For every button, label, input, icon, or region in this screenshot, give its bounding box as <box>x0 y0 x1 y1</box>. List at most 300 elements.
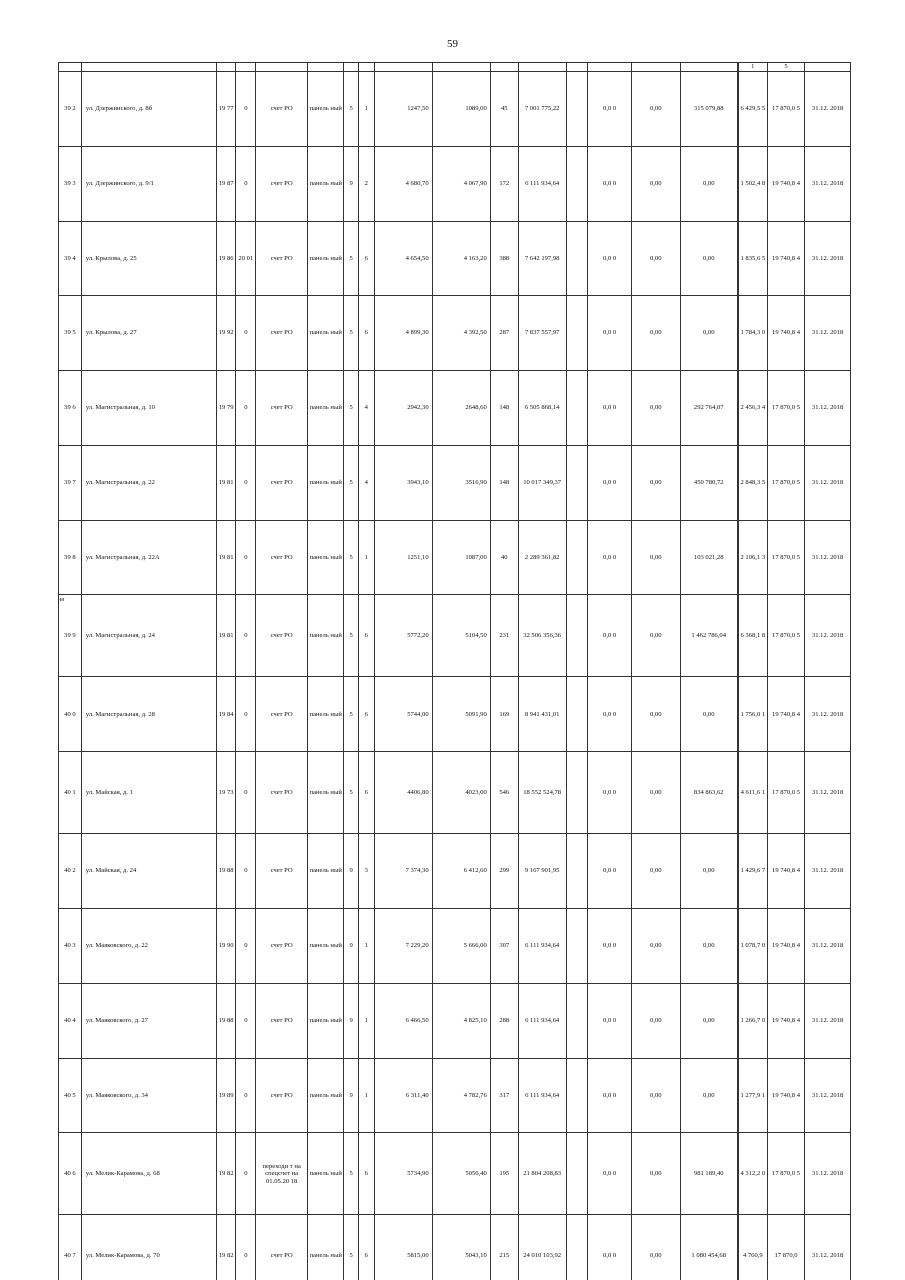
total-area-cell: 4 680,70 <box>374 146 432 221</box>
limit-cost-cell: 17 870,0 5 <box>767 520 804 595</box>
floors-cell: 5 <box>344 445 359 520</box>
entrances-cell: 6 <box>358 677 374 752</box>
living-area-cell: 4 825,10 <box>432 983 490 1058</box>
limit-cost-cell: 17 870,0 5 <box>767 72 804 147</box>
spacer-cell <box>566 520 588 595</box>
floors-cell: 5 <box>344 1133 359 1215</box>
header-cell <box>374 63 432 72</box>
repair-year-cell: 0 <box>236 371 256 446</box>
spacer-cell <box>566 445 588 520</box>
completion-date-cell: 31.12. 2018 <box>805 371 851 446</box>
limit-cost-cell: 19 740,8 4 <box>767 909 804 984</box>
table-row <box>59 1133 851 1215</box>
residents-cell: 288 <box>490 983 518 1058</box>
header-cell <box>631 63 680 72</box>
address-cell: ул. Магистральная, д. 28 <box>81 677 216 752</box>
repair-year-cell: 0 <box>236 677 256 752</box>
spacer-cell <box>566 72 588 147</box>
own-funds-cell: 834 863,62 <box>680 752 737 834</box>
total-cost-cell: 9 167 901,95 <box>518 834 566 909</box>
entrances-cell: 6 <box>358 595 374 677</box>
budget-cell: 0,00 <box>631 677 680 752</box>
total-area-cell: 1251,10 <box>374 520 432 595</box>
own-funds-cell: 981 189,40 <box>680 1133 737 1215</box>
subsidy-fund-cell: 0,0 0 <box>588 72 632 147</box>
header-cell: 1 <box>738 63 767 72</box>
budget-cell: 0,00 <box>631 752 680 834</box>
header-cell <box>518 63 566 72</box>
residents-cell: 45 <box>490 72 518 147</box>
own-funds-cell: 315 079,88 <box>680 72 737 147</box>
address-cell: ул. Мелик-Карамова, д. 68 <box>81 1133 216 1215</box>
floors-cell: 9 <box>344 1058 359 1133</box>
build-year-cell: 19 88 <box>216 983 236 1058</box>
header-cell <box>805 63 851 72</box>
unit-cost-cell: 1 756,0 1 <box>738 677 767 752</box>
total-cost-cell: 6 111 934,64 <box>518 909 566 984</box>
fund-method-cell: счет РО <box>256 296 308 371</box>
own-funds-cell: 103 021,28 <box>680 520 737 595</box>
budget-cell: 0,00 <box>631 1215 680 1280</box>
build-year-cell: 19 73 <box>216 752 236 834</box>
header-cell: 5 <box>767 63 804 72</box>
living-area-cell: 1089,00 <box>432 72 490 147</box>
address-cell: ул. Магистральная, д. 22А <box>81 520 216 595</box>
residents-cell: 546 <box>490 752 518 834</box>
row-number-cell: 40 2 <box>59 834 82 909</box>
repair-year-cell: 20 01 <box>236 221 256 296</box>
total-area-cell: 7 374,30 <box>374 834 432 909</box>
subsidy-fund-cell: 0,0 0 <box>588 752 632 834</box>
budget-cell: 0,00 <box>631 1133 680 1215</box>
limit-cost-cell: 19 740,8 4 <box>767 834 804 909</box>
address-cell: ул. Магистральная, д. 10 <box>81 371 216 446</box>
unit-cost-cell: 2 848,3 5 <box>738 445 767 520</box>
entrances-cell: 2 <box>358 146 374 221</box>
repair-year-cell: 0 <box>236 752 256 834</box>
header-cell <box>256 63 308 72</box>
subsidy-fund-cell: 0,0 0 <box>588 146 632 221</box>
build-year-cell: 19 81 <box>216 595 236 677</box>
total-cost-cell: 10 017 349,37 <box>518 445 566 520</box>
total-area-cell: 2942,30 <box>374 371 432 446</box>
address-cell: ул. Магистральная, д. 24 <box>81 595 216 677</box>
own-funds-cell: 0,00 <box>680 909 737 984</box>
address-cell: ул. Майская, д. 1 <box>81 752 216 834</box>
budget-cell: 0,00 <box>631 909 680 984</box>
unit-cost-cell: 6 368,1 8 <box>738 595 767 677</box>
completion-date-cell: 31.12. 2018 <box>805 677 851 752</box>
repair-year-cell: 0 <box>236 1133 256 1215</box>
header-cell <box>358 63 374 72</box>
wall-material-cell: панель ный <box>308 752 344 834</box>
wall-material-cell: панель ный <box>308 371 344 446</box>
floors-cell: 5 <box>344 1215 359 1280</box>
table-row <box>59 752 851 834</box>
floors-cell: 5 <box>344 520 359 595</box>
limit-cost-cell: 17 870,0 5 <box>767 371 804 446</box>
row-number-cell: 39 9 <box>59 595 82 677</box>
subsidy-fund-cell: 0,0 0 <box>588 983 632 1058</box>
budget-cell: 0,00 <box>631 983 680 1058</box>
floors-cell: 5 <box>344 371 359 446</box>
subsidy-fund-cell: 0,0 0 <box>588 595 632 677</box>
address-cell: ул. Маяковского, д. 34 <box>81 1058 216 1133</box>
spacer-cell <box>566 1058 588 1133</box>
subsidy-fund-cell: 0,0 0 <box>588 834 632 909</box>
address-cell: ул. Дзержинского, д. 8б <box>81 72 216 147</box>
subsidy-fund-cell: 0,0 0 <box>588 1215 632 1280</box>
address-cell: ул. Маяковского, д. 27 <box>81 983 216 1058</box>
own-funds-cell: 0,00 <box>680 146 737 221</box>
budget-cell: 0,00 <box>631 520 680 595</box>
build-year-cell: 19 86 <box>216 221 236 296</box>
budget-cell: 0,00 <box>631 371 680 446</box>
header-cell <box>588 63 632 72</box>
wall-material-cell: панель ный <box>308 595 344 677</box>
total-cost-cell: 32 506 356,36 <box>518 595 566 677</box>
own-funds-cell: 1 462 786,04 <box>680 595 737 677</box>
living-area-cell: 5 666,00 <box>432 909 490 984</box>
residents-cell: 148 <box>490 371 518 446</box>
floors-cell: 5 <box>344 595 359 677</box>
build-year-cell: 19 84 <box>216 677 236 752</box>
unit-cost-cell: 1 835,6 5 <box>738 221 767 296</box>
table-row <box>59 1058 851 1133</box>
subsidy-fund-cell: 0,0 0 <box>588 445 632 520</box>
living-area-cell: 3516,90 <box>432 445 490 520</box>
total-area-cell: 6 466,50 <box>374 983 432 1058</box>
own-funds-cell: 0,00 <box>680 983 737 1058</box>
fund-method-cell: счет РО <box>256 146 308 221</box>
header-cell <box>490 63 518 72</box>
budget-cell: 0,00 <box>631 221 680 296</box>
table-row <box>59 371 851 446</box>
total-cost-cell: 2 289 361,82 <box>518 520 566 595</box>
total-cost-cell: 24 010 103,92 <box>518 1215 566 1280</box>
completion-date-cell: 31.12. 2018 <box>805 595 851 677</box>
subsidy-fund-cell: 0,0 0 <box>588 371 632 446</box>
page-number: 59 <box>447 38 458 50</box>
table-row <box>59 520 851 595</box>
header-cell <box>680 63 737 72</box>
subsidy-fund-cell: 0,0 0 <box>588 520 632 595</box>
limit-cost-cell: 19 740,8 4 <box>767 983 804 1058</box>
header-cell <box>81 63 216 72</box>
unit-cost-cell: 6 429,5 5 <box>738 72 767 147</box>
own-funds-cell: 450 780,72 <box>680 445 737 520</box>
wall-material-cell: панель ный <box>308 72 344 147</box>
living-area-cell: 4 067,90 <box>432 146 490 221</box>
total-cost-cell: 7 642 197,98 <box>518 221 566 296</box>
fund-method-cell: счет РО <box>256 752 308 834</box>
table-row <box>59 1215 851 1280</box>
wall-material-cell: панель ный <box>308 445 344 520</box>
address-cell: ул. Крылова, д. 27 <box>81 296 216 371</box>
header-cell <box>59 63 82 72</box>
unit-cost-cell: 1 277,9 1 <box>738 1058 767 1133</box>
unit-cost-cell: 1 502,4 8 <box>738 146 767 221</box>
row-number-cell: 39 6 <box>59 371 82 446</box>
residents-cell: 40 <box>490 520 518 595</box>
fund-method-cell: счет РО <box>256 371 308 446</box>
entrances-cell: 1 <box>358 983 374 1058</box>
wall-material-cell: панель ный <box>308 520 344 595</box>
address-cell: ул. Майская, д. 24 <box>81 834 216 909</box>
own-funds-cell: 292 764,07 <box>680 371 737 446</box>
residents-cell: 172 <box>490 146 518 221</box>
repair-year-cell: 0 <box>236 445 256 520</box>
repair-year-cell: 0 <box>236 72 256 147</box>
repair-year-cell: 0 <box>236 296 256 371</box>
completion-date-cell: 31.12. 2018 <box>805 72 851 147</box>
address-cell: ул. Маяковского, д. 22 <box>81 909 216 984</box>
spacer-cell <box>566 834 588 909</box>
budget-cell: 0,00 <box>631 445 680 520</box>
own-funds-cell: 0,00 <box>680 677 737 752</box>
residents-cell: 317 <box>490 1058 518 1133</box>
entrances-cell: 3 <box>358 834 374 909</box>
repair-year-cell: 0 <box>236 520 256 595</box>
fund-method-cell: счет РО <box>256 1058 308 1133</box>
entrances-cell: 4 <box>358 371 374 446</box>
residents-cell: 148 <box>490 445 518 520</box>
floors-cell: 5 <box>344 72 359 147</box>
build-year-cell: 19 81 <box>216 520 236 595</box>
completion-date-cell: 31.12. 2018 <box>805 1058 851 1133</box>
living-area-cell: 2648,60 <box>432 371 490 446</box>
spacer-cell <box>566 909 588 984</box>
living-area-cell: 4 163,20 <box>432 221 490 296</box>
spacer-cell <box>566 371 588 446</box>
limit-cost-cell: 17 870,0 5 <box>767 595 804 677</box>
subsidy-fund-cell: 0,0 0 <box>588 221 632 296</box>
total-area-cell: 5734,90 <box>374 1133 432 1215</box>
budget-cell: 0,00 <box>631 146 680 221</box>
row-number-cell: 39 5 <box>59 296 82 371</box>
build-year-cell: 19 79 <box>216 371 236 446</box>
total-cost-cell: 6 111 934,64 <box>518 1058 566 1133</box>
limit-cost-cell: 17 870,0 5 <box>767 1133 804 1215</box>
entrances-cell: 6 <box>358 752 374 834</box>
unit-cost-cell: 1 266,7 0 <box>738 983 767 1058</box>
limit-cost-cell: 19 740,8 4 <box>767 1058 804 1133</box>
entrances-cell: 1 <box>358 72 374 147</box>
entrances-cell: 6 <box>358 221 374 296</box>
header-cell <box>216 63 236 72</box>
unit-cost-cell: 4 312,2 0 <box>738 1133 767 1215</box>
residents-cell: 169 <box>490 677 518 752</box>
unit-cost-cell: 2 456,3 4 <box>738 371 767 446</box>
completion-date-cell: 31.12. 2018 <box>805 296 851 371</box>
completion-date-cell: 31.12. 2018 <box>805 752 851 834</box>
subsidy-fund-cell: 0,0 0 <box>588 909 632 984</box>
address-cell: ул. Крылова, д. 25 <box>81 221 216 296</box>
limit-cost-cell: 19 740,8 4 <box>767 296 804 371</box>
living-area-cell: 5043,10 <box>432 1215 490 1280</box>
own-funds-cell: 0,00 <box>680 221 737 296</box>
table-row <box>59 983 851 1058</box>
total-cost-cell: 18 552 524,78 <box>518 752 566 834</box>
living-area-cell: 4 782,76 <box>432 1058 490 1133</box>
limit-cost-cell: 17 870,0 <box>767 1215 804 1280</box>
living-area-cell: 5104,50 <box>432 595 490 677</box>
budget-cell: 0,00 <box>631 834 680 909</box>
unit-cost-cell: 2 106,1 3 <box>738 520 767 595</box>
floors-cell: 5 <box>344 752 359 834</box>
total-cost-cell: 6 505 868,14 <box>518 371 566 446</box>
entrances-cell: 4 <box>358 445 374 520</box>
row-number-cell: 40 5 <box>59 1058 82 1133</box>
floors-cell: 9 <box>344 146 359 221</box>
housing-register-table <box>58 62 851 1280</box>
budget-cell: 0,00 <box>631 595 680 677</box>
row-number-cell: 40 3 <box>59 909 82 984</box>
total-area-cell: 5744,00 <box>374 677 432 752</box>
fund-method-cell: счет РО <box>256 1215 308 1280</box>
unit-cost-cell: 1 078,7 0 <box>738 909 767 984</box>
living-area-cell: 5091,90 <box>432 677 490 752</box>
row-number-cell: 40 4 <box>59 983 82 1058</box>
subsidy-fund-cell: 0,0 0 <box>588 677 632 752</box>
completion-date-cell: 31.12. 2018 <box>805 520 851 595</box>
header-cell <box>432 63 490 72</box>
fund-method-cell: счет РО <box>256 221 308 296</box>
subsidy-fund-cell: 0,0 0 <box>588 1058 632 1133</box>
total-area-cell: 7 229,20 <box>374 909 432 984</box>
subsidy-fund-cell: 0,0 0 <box>588 1133 632 1215</box>
address-cell: ул. Мелик-Карамова, д. 70 <box>81 1215 216 1280</box>
wall-material-cell: панель ный <box>308 1058 344 1133</box>
spacer-cell <box>566 752 588 834</box>
wall-material-cell: панель ный <box>308 983 344 1058</box>
fund-method-cell: счет РО <box>256 445 308 520</box>
table-row <box>59 834 851 909</box>
row-number-cell: 39 3 <box>59 146 82 221</box>
header-row <box>59 63 851 72</box>
floors-cell: 5 <box>344 677 359 752</box>
total-area-cell: 4 899,30 <box>374 296 432 371</box>
wall-material-cell: панель ный <box>308 1215 344 1280</box>
row-number-cell: 39 8 <box>59 520 82 595</box>
living-area-cell: 4023,00 <box>432 752 490 834</box>
residents-cell: 388 <box>490 221 518 296</box>
build-year-cell: 19 87 <box>216 146 236 221</box>
repair-year-cell: 0 <box>236 983 256 1058</box>
repair-year-cell: 0 <box>236 1058 256 1133</box>
wall-material-cell: панель ный <box>308 1133 344 1215</box>
entrances-cell: 6 <box>358 1133 374 1215</box>
header-cell <box>344 63 359 72</box>
living-area-cell: 5056,40 <box>432 1133 490 1215</box>
fund-method-cell: переходи т на спецсчет на 01.05.20 18 <box>256 1133 308 1215</box>
residents-cell: 287 <box>490 296 518 371</box>
row-number-cell: 39 2 <box>59 72 82 147</box>
residents-cell: 307 <box>490 909 518 984</box>
limit-cost-cell: 17 870,0 5 <box>767 752 804 834</box>
row-number-cell: 40 6 <box>59 1133 82 1215</box>
entrances-cell: 1 <box>358 909 374 984</box>
entrances-cell: 6 <box>358 296 374 371</box>
total-area-cell: 3943,10 <box>374 445 432 520</box>
own-funds-cell: 0,00 <box>680 1058 737 1133</box>
build-year-cell: 19 82 <box>216 1133 236 1215</box>
unit-cost-cell: 4 611,6 1 <box>738 752 767 834</box>
table-row <box>59 909 851 984</box>
unit-cost-cell: 4 760,9 <box>738 1215 767 1280</box>
spacer-cell <box>566 296 588 371</box>
spacer-cell <box>566 146 588 221</box>
repair-year-cell: 0 <box>236 595 256 677</box>
build-year-cell: 19 81 <box>216 445 236 520</box>
completion-date-cell: 31.12. 2018 <box>805 445 851 520</box>
limit-cost-cell: 19 740,8 4 <box>767 146 804 221</box>
total-area-cell: 5772,20 <box>374 595 432 677</box>
spacer-cell <box>566 595 588 677</box>
wall-material-cell: панель ный <box>308 221 344 296</box>
completion-date-cell: 31.12. 2018 <box>805 1215 851 1280</box>
entrances-cell: 1 <box>358 1058 374 1133</box>
total-area-cell: 4 654,50 <box>374 221 432 296</box>
floors-cell: 9 <box>344 983 359 1058</box>
floors-cell: 9 <box>344 909 359 984</box>
build-year-cell: 19 88 <box>216 834 236 909</box>
spacer-cell <box>566 1133 588 1215</box>
limit-cost-cell: 19 740,8 4 <box>767 221 804 296</box>
build-year-cell: 19 82 <box>216 1215 236 1280</box>
wall-material-cell: панель ный <box>308 834 344 909</box>
build-year-cell: 19 89 <box>216 1058 236 1133</box>
row-number-cell: 39 7 <box>59 445 82 520</box>
row-number-cell: 40 1 <box>59 752 82 834</box>
budget-cell: 0,00 <box>631 1058 680 1133</box>
header-cell <box>566 63 588 72</box>
total-area-cell: 5815,00 <box>374 1215 432 1280</box>
wall-material-cell: панель ный <box>308 677 344 752</box>
living-area-cell: 4 392,50 <box>432 296 490 371</box>
header-cell <box>308 63 344 72</box>
unit-cost-cell: 1 784,3 0 <box>738 296 767 371</box>
address-cell: ул. Магистральная, д. 22 <box>81 445 216 520</box>
total-cost-cell: 7 837 557,97 <box>518 296 566 371</box>
wall-material-cell: панель ный <box>308 146 344 221</box>
total-cost-cell: 6 111 934,64 <box>518 983 566 1058</box>
completion-date-cell: 31.12. 2018 <box>805 983 851 1058</box>
table-row <box>59 296 851 371</box>
total-cost-cell: 21 804 208,83 <box>518 1133 566 1215</box>
fund-method-cell: счет РО <box>256 909 308 984</box>
subsidy-fund-cell: 0,0 0 <box>588 296 632 371</box>
fund-method-cell: счет РО <box>256 520 308 595</box>
table-row <box>59 72 851 147</box>
floors-cell: 5 <box>344 296 359 371</box>
total-cost-cell: 6 111 934,64 <box>518 146 566 221</box>
repair-year-cell: 0 <box>236 146 256 221</box>
fund-method-cell: счет РО <box>256 983 308 1058</box>
header-cell <box>236 63 256 72</box>
total-area-cell: 6 311,40 <box>374 1058 432 1133</box>
completion-date-cell: 31.12. 2018 <box>805 834 851 909</box>
own-funds-cell: 0,00 <box>680 296 737 371</box>
wall-material-cell: панель ный <box>308 909 344 984</box>
row-number-cell: 40 7 <box>59 1215 82 1280</box>
completion-date-cell: 31.12. 2018 <box>805 221 851 296</box>
budget-cell: 0,00 <box>631 296 680 371</box>
row-number-cell: 40 0 <box>59 677 82 752</box>
build-year-cell: 19 92 <box>216 296 236 371</box>
build-year-cell: 19 90 <box>216 909 236 984</box>
table-row <box>59 221 851 296</box>
